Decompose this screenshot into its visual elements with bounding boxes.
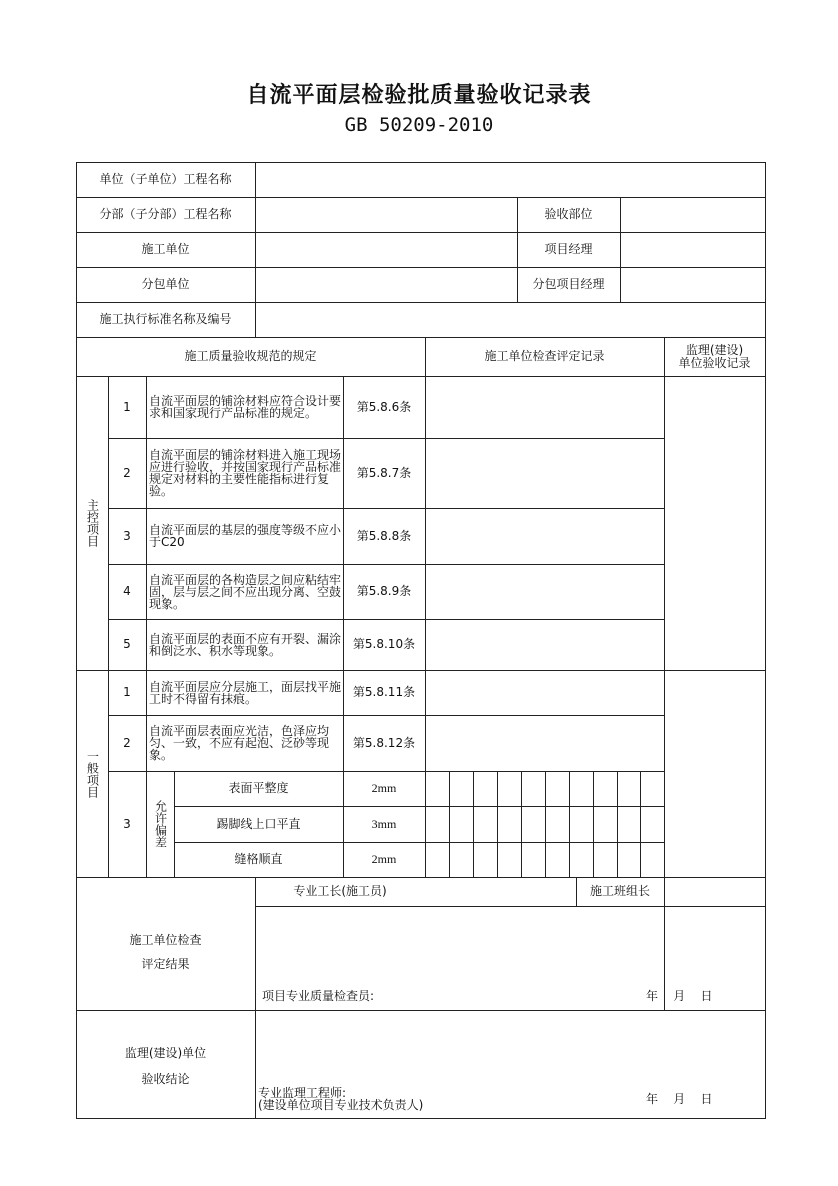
- main-item-number: [108, 438, 146, 508]
- main-item-clause: [343, 564, 425, 619]
- tolerance-label: [146, 771, 174, 877]
- main-item-requirement-text: 自流平面层的表面不应有开裂、漏涂和倒泛水、积水等现象。: [149, 631, 342, 658]
- measurement-cell[interactable]: [449, 842, 473, 877]
- table-bottom-border: [76, 1118, 766, 1119]
- main-item-requirement: [146, 508, 343, 564]
- main-item-requirement: [146, 564, 343, 619]
- main-item-number: [108, 619, 146, 670]
- tolerance-item-number: [108, 771, 146, 877]
- main-items-supervision-record[interactable]: [664, 376, 765, 670]
- main-item-number-text: 4: [123, 584, 131, 598]
- tolerance-item-name-text: 表面平整度: [228, 781, 289, 795]
- measurement-cell[interactable]: [521, 806, 545, 842]
- acceptance-part-label: [517, 197, 620, 232]
- sub-project-label: [76, 197, 255, 232]
- team-leader-label: [576, 877, 664, 906]
- measurement-cell[interactable]: [473, 771, 497, 806]
- main-item-contractor-record[interactable]: [425, 564, 664, 619]
- general-items-group-label: [76, 670, 108, 877]
- main-item-number: [108, 564, 146, 619]
- main-item-clause-text: 第5.8.10条: [352, 637, 416, 651]
- form-title: 自流平面层检验批质量验收记录表: [246, 83, 592, 108]
- measurement-cell[interactable]: [425, 771, 449, 806]
- sub-project-field[interactable]: [255, 197, 517, 232]
- tolerance-label-text: 允许偏差: [153, 800, 168, 848]
- owner-technical-lead-label: (建设单位项目专业技术负责人): [258, 1098, 424, 1112]
- supervision-date-label: 年 月 日: [646, 1092, 713, 1106]
- measurement-cell[interactable]: [545, 806, 569, 842]
- general-item-requirement: [146, 670, 343, 715]
- general-item-contractor-record[interactable]: [425, 670, 664, 715]
- measurement-cell[interactable]: [497, 842, 521, 877]
- tolerance-item-name: [174, 842, 343, 877]
- column-header-spec-text: 施工质量验收规范的规定: [184, 349, 317, 363]
- team-leader-field[interactable]: [664, 877, 765, 906]
- measurement-cell[interactable]: [640, 806, 664, 842]
- supervision-header-text: 监理(建设): [685, 342, 744, 357]
- tolerance-item-name: [174, 771, 343, 806]
- measurement-cell[interactable]: [617, 806, 640, 842]
- tolerance-item-value-text: 2mm: [371, 852, 397, 866]
- main-item-clause-text: 第5.8.8条: [356, 528, 412, 543]
- tolerance-item-value: [343, 771, 425, 806]
- measurement-cell[interactable]: [593, 771, 617, 806]
- measurement-cell[interactable]: [497, 771, 521, 806]
- general-item-clause: [343, 715, 425, 771]
- foreman-label-text: 专业工长(施工员): [293, 884, 387, 898]
- main-item-clause-text: 第5.8.9条: [356, 584, 412, 598]
- contractor-date-label: 年 月 日: [646, 989, 713, 1003]
- general-item-clause-text: 第5.8.12条: [352, 735, 416, 750]
- tolerance-item-number-text: 3: [123, 816, 131, 831]
- project-manager-label-text: 项目经理: [544, 242, 593, 256]
- column-header-contractor-record: [425, 337, 664, 376]
- sub-pm-label-text: 分包项目经理: [532, 277, 605, 291]
- main-item-clause: [343, 508, 425, 564]
- measurement-cell[interactable]: [617, 842, 640, 877]
- standard-label: [76, 302, 255, 337]
- measurement-cell[interactable]: [425, 806, 449, 842]
- contractor-label: [76, 232, 255, 267]
- measurement-cell[interactable]: [521, 771, 545, 806]
- measurement-cell[interactable]: [497, 806, 521, 842]
- measurement-cell[interactable]: [545, 842, 569, 877]
- main-item-clause: [343, 619, 425, 670]
- main-items-group-label-text: 主控项目: [85, 499, 100, 547]
- general-item-number: [108, 715, 146, 771]
- main-item-contractor-record[interactable]: [425, 619, 664, 670]
- supervising-engineer-label: 专业监理工程师:: [258, 1086, 347, 1100]
- tolerance-item-value: [343, 806, 425, 842]
- acceptance-part-label-text: 验收部位: [544, 207, 593, 221]
- main-item-requirement-text: 自流平面层的各构造层之间应粘结牢固，层与层之间不应出现分离、空鼓现象。: [149, 572, 342, 611]
- team-leader-label-text: 施工班组长: [589, 884, 650, 898]
- contractor-field[interactable]: [255, 232, 517, 267]
- project-manager-field[interactable]: [620, 232, 765, 267]
- measurement-cell[interactable]: [521, 842, 545, 877]
- general-item-requirement-text: 自流平面层应分层施工，面层找平施工时不得留有抹痕。: [149, 679, 342, 706]
- main-item-number-text: 2: [123, 465, 131, 480]
- general-item-requirement: [146, 715, 343, 771]
- tolerance-item-value-text: 2mm: [371, 781, 397, 795]
- general-items-group-label-text: 一般项目: [85, 749, 100, 798]
- subcontractor-label-text: 分包单位: [141, 277, 190, 291]
- main-item-requirement-text: 自流平面层的基层的强度等级不应小于C20: [149, 523, 342, 549]
- sub-pm-field[interactable]: [620, 267, 765, 302]
- unit-project-field[interactable]: [255, 162, 765, 197]
- measurement-cell[interactable]: [593, 806, 617, 842]
- main-item-contractor-record[interactable]: [425, 438, 664, 508]
- main-item-clause-text: 第5.8.6条: [356, 399, 412, 414]
- contractor-result-label: [76, 906, 255, 1010]
- measurement-cell[interactable]: [545, 771, 569, 806]
- column-header-spec: [76, 337, 425, 376]
- general-item-clause-text: 第5.8.11条: [352, 685, 416, 699]
- measurement-cell[interactable]: [449, 806, 473, 842]
- tolerance-item-name: [174, 806, 343, 842]
- measurement-cell[interactable]: [640, 842, 664, 877]
- tolerance-item-value-text: 3mm: [371, 816, 397, 831]
- sub-pm-label: [517, 267, 620, 302]
- main-items-group-label: [76, 376, 108, 670]
- subcontractor-field[interactable]: [255, 267, 517, 302]
- main-item-contractor-record[interactable]: [425, 508, 664, 564]
- column-header-contractor-record-text: 施工单位检查评定记录: [484, 349, 605, 363]
- main-item-number: [108, 376, 146, 438]
- main-item-requirement: [146, 376, 343, 438]
- main-item-number-text: 5: [123, 637, 131, 651]
- sub-project-label-text: 分部（子分部）工程名称: [99, 207, 232, 221]
- main-item-number: [108, 508, 146, 564]
- general-item-number-text: 2: [123, 735, 131, 750]
- main-item-requirement: [146, 438, 343, 508]
- main-item-clause: [343, 438, 425, 508]
- measurement-cell[interactable]: [569, 771, 593, 806]
- measurement-cell[interactable]: [569, 842, 593, 877]
- main-item-requirement: [146, 619, 343, 670]
- project-manager-label: [517, 232, 620, 267]
- supervision-header-text: 单位验收记录: [678, 355, 751, 370]
- tolerance-item-value: [343, 842, 425, 877]
- supervision-conclusion-label-text: 监理(建设)单位: [124, 1046, 207, 1060]
- general-items-supervision-record[interactable]: [664, 670, 765, 877]
- unit-project-label: [76, 162, 255, 197]
- quality-inspector-signature-label: 项目专业质量检查员:: [262, 989, 375, 1003]
- main-item-clause: [343, 376, 425, 438]
- measurement-cell[interactable]: [569, 806, 593, 842]
- main-item-clause-text: 第5.8.7条: [356, 465, 412, 480]
- main-item-contractor-record[interactable]: [425, 376, 664, 438]
- main-item-number-text: 3: [123, 528, 131, 543]
- main-item-number-text: 1: [123, 399, 131, 414]
- acceptance-part-field[interactable]: [620, 197, 765, 232]
- standard-field[interactable]: [255, 302, 765, 337]
- general-item-number-text: 1: [123, 685, 131, 699]
- supervision-conclusion-label-text: 验收结论: [141, 1072, 190, 1086]
- measurement-cell[interactable]: [640, 771, 664, 806]
- table-right-border: [765, 162, 766, 1119]
- tolerance-item-name-text: 缝格顺直: [234, 852, 283, 866]
- supervision-conclusion-label: [76, 1010, 255, 1118]
- contractor-result-label-text: 施工单位检查: [129, 933, 202, 947]
- measurement-cell[interactable]: [617, 771, 640, 806]
- main-item-requirement-text: 自流平面层的铺涂材料应符合设计要求和国家现行产品标准的规定。: [149, 394, 342, 420]
- tolerance-item-name-text: 踢脚线上口平直: [216, 816, 301, 831]
- unit-project-label-text: 单位（子单位）工程名称: [99, 172, 232, 186]
- measurement-cell[interactable]: [425, 842, 449, 877]
- standard-code: GB 50209-2010: [344, 114, 494, 136]
- contractor-label-text: 施工单位: [141, 242, 190, 256]
- contractor-result-label-text: 评定结果: [141, 957, 190, 971]
- standard-label-text: 施工执行标准名称及编号: [99, 312, 232, 326]
- foreman-field[interactable]: [425, 877, 576, 906]
- general-item-number: [108, 670, 146, 715]
- general-item-contractor-record[interactable]: [425, 715, 664, 771]
- measurement-cell[interactable]: [473, 806, 497, 842]
- measurement-cell[interactable]: [449, 771, 473, 806]
- subcontractor-label: [76, 267, 255, 302]
- foreman-label: [255, 877, 425, 906]
- general-item-requirement-text: 自流平面层表面应光洁，色泽应均匀、一致，不应有起泡、泛砂等现象。: [149, 724, 330, 762]
- measurement-cell[interactable]: [593, 842, 617, 877]
- general-item-clause: [343, 670, 425, 715]
- main-item-requirement-text: 自流平面层的铺涂材料进入施工现场应进行验收，并按国家现行产品标准规定对材料的主要性能指标进行复验。: [149, 448, 342, 498]
- column-header-supervision: [664, 337, 765, 376]
- measurement-cell[interactable]: [473, 842, 497, 877]
